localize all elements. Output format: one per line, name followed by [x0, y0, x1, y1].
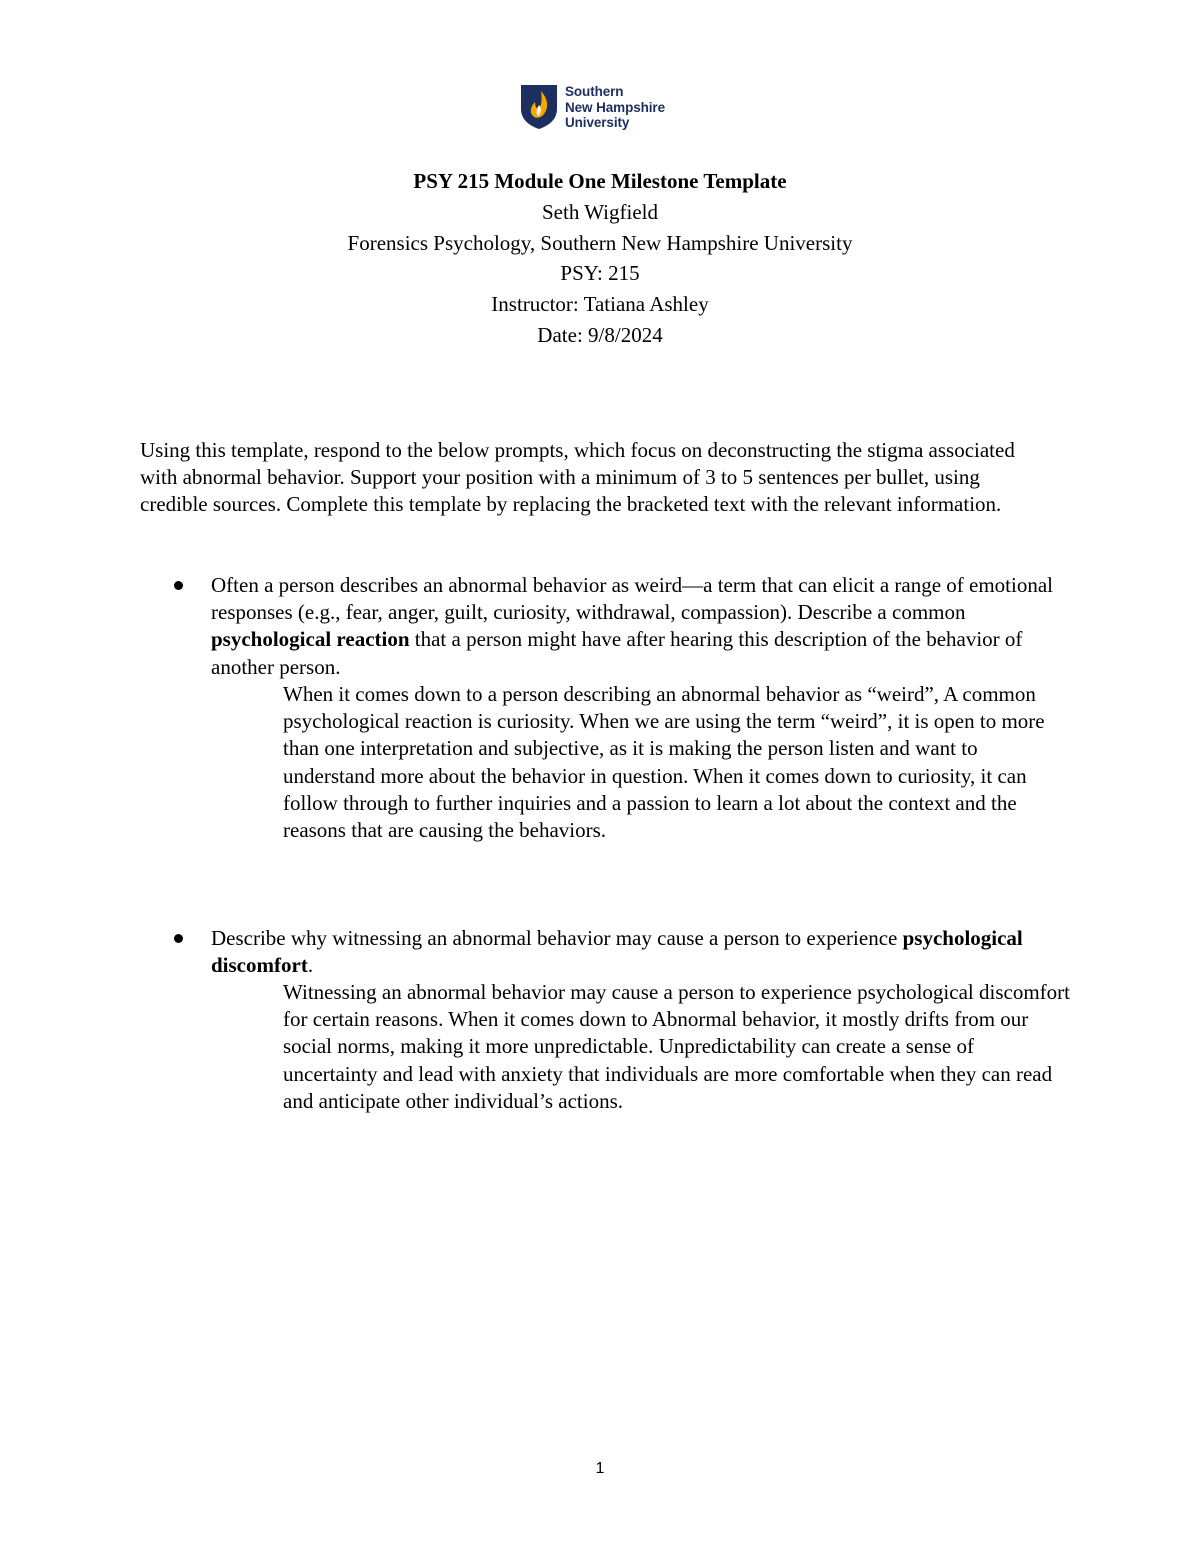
logo-line-2: New Hampshire: [565, 99, 665, 115]
prompt-2-text: Describe why witnessing an abnormal behavior may cause a person to experience: [211, 926, 903, 950]
instructor-name: Instructor: Tatiana Ashley: [491, 292, 709, 317]
author-name: Seth Wigfield: [541, 199, 658, 224]
prompt-1-text: Often a person describes an abnormal behavior as weird—a term that can elicit a range of emotional responses (e.g., fear, anger, guilt, curiosity, withdrawal, compassion). Describe a common: [211, 573, 1053, 625]
document-date: Date: 9/8/2024: [537, 322, 663, 347]
intro-paragraph: Using this template, respond to the below prompts, which focus on deconstructing the stigma associated with abnormal behavior. Support your position with a minimum of 3 to 5 sentences per bullet, using credible sources. Complete this template by replacing the bracketed text with the relevant information.: [140, 438, 1015, 517]
prompt-bullet-2: [211, 925, 1071, 979]
prompt-2-keyword: psychological discomfort: [211, 926, 1023, 978]
program-affiliation: Forensics Psychology, Southern New Hampshire University: [347, 230, 853, 255]
snhu-logo: [520, 84, 665, 131]
answer-2: Witnessing an abnormal behavior may cause a person to experience psychological discomfort for certain reasons. When it comes down to Abnormal behavior, it mostly drifts from our social norms, making it more unpredictable. Unpredictability can create a sense of uncertainty and lead with anxiety that individuals are more comfortable when they can read and anticipate other individual’s actions.: [283, 980, 1070, 1113]
title-block: [0, 166, 1200, 351]
prompt-2-text-end: .: [307, 953, 314, 978]
shield-flame-icon: [520, 84, 558, 130]
bullet-icon: [174, 934, 183, 943]
prompt-1-text-end: that a person might have after hearing this description of the behavior of another person.: [211, 627, 1023, 679]
logo-line-3: University: [565, 115, 630, 130]
answer-1: When it comes down to a person describing an abnormal behavior as “weird”, A common psychological reaction is curiosity. When we are using the term “weird”, it is open to more than one interpretation and subjective, as it is making the person listen and want to understand more about the behavior in question. When it comes down to curiosity, it can follow through to further inquiries and a passion to learn a lot about the context and the reasons that are causing the behaviors.: [283, 682, 1045, 843]
course-number: PSY: 215: [560, 261, 640, 286]
document-title: PSY 215 Module One Milestone Template: [413, 169, 787, 193]
bullet-icon: [174, 581, 183, 590]
logo-line-1: Southern: [565, 84, 624, 99]
prompt-bullet-1: [211, 572, 1071, 681]
page-number: 1: [595, 1460, 605, 1477]
prompt-1-keyword: psychological reaction: [211, 627, 410, 652]
